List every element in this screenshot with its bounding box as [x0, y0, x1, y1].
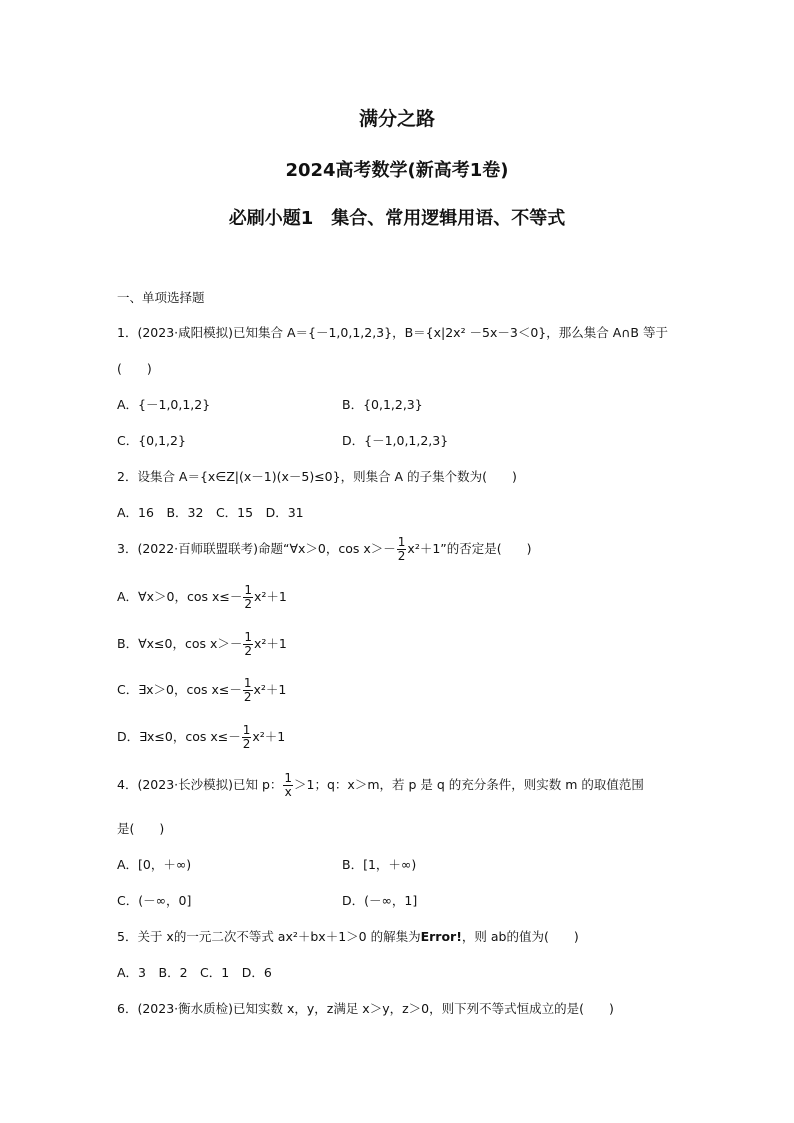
q4-frac-den: x	[284, 785, 292, 799]
q3-c-text: C．∃x＞0，cos x≤－	[117, 682, 242, 697]
q3-d-text: D．∃x≤0，cos x≤－	[117, 729, 241, 744]
q3-option-c	[117, 677, 286, 704]
q5-stem	[117, 929, 579, 945]
q3-frac-den: 2	[397, 549, 406, 563]
q3-b-tail: x²＋1	[254, 636, 287, 651]
q6-stem: 6．(2023·衡水质检)已知实数 x，y，z满足 x＞y，z＞0，则下列不等式恒成立的是( )	[117, 1001, 614, 1016]
q3-a-tail: x²＋1	[253, 589, 287, 604]
q3-frac-num: 1	[397, 535, 406, 549]
q3-d-tail: x²＋1	[252, 729, 286, 744]
q3-c-tail: x²＋1	[253, 682, 287, 697]
q2-stem: 2．设集合 A＝{x∈Z|(x－1)(x－5)≤0}，则集合 A 的子集个数为( )	[117, 469, 517, 484]
q5-stem-before: 5．关于 x的一元二次不等式 ax²＋bx＋1＞0 的解集为	[117, 929, 421, 944]
q3-stem-after: x²＋1”的否定是( )	[407, 541, 532, 556]
q3-b-text: B．∀x≤0，cos x＞－	[117, 636, 243, 651]
q1-option-b: B．{0,1,2,3}	[342, 397, 423, 412]
topic-title: 必刷小题1 集合、常用逻辑用语、不等式	[228, 208, 566, 229]
q3-option-a	[117, 584, 287, 611]
q5-error-text: Error!	[420, 929, 462, 944]
q3-option-d	[117, 724, 285, 751]
q4-stem-before: 4．(2023·长沙模拟)已知 p：	[117, 777, 283, 792]
q4-fraction	[283, 772, 293, 799]
q3-fraction	[397, 536, 407, 563]
q3-stem-before: 3．(2022·百师联盟联考)命题“∀x＞0，cos x＞－	[117, 541, 396, 556]
q3-c-num: 1	[243, 676, 252, 690]
q5-stem-after: ，则 ab的值为( )	[461, 929, 579, 944]
q3-d-den: 2	[242, 737, 251, 751]
q1-option-a: A．{－1,0,1,2}	[117, 397, 211, 412]
q1-paren: ( )	[117, 361, 152, 376]
q1-stem: 1．(2023·咸阳模拟)已知集合 A＝{－1,0,1,2,3}，B＝{x|2x² －5x－3＜0}，那么集合 A∩B 等于	[117, 325, 668, 340]
brand-title: 满分之路	[358, 108, 435, 130]
q4-stem	[117, 772, 644, 799]
q1-option-d: D．{－1,0,1,2,3}	[342, 433, 449, 448]
q4-stem-line2: 是( )	[117, 821, 165, 836]
q3-c-den: 2	[243, 690, 252, 704]
q2-options: A．16 B．32 C．15 D．31	[117, 505, 304, 520]
q4-stem-after: ＞1；q：x＞m，若 p 是 q 的充分条件，则实数 m 的取值范围	[294, 777, 644, 792]
subject-title: 2024高考数学(新高考1卷)	[285, 160, 509, 181]
q3-a-num: 1	[244, 583, 252, 597]
q3-b-den: 2	[244, 644, 252, 658]
section-heading: 一、单项选择题	[117, 290, 205, 305]
q4-option-d: D．(－∞，1]	[342, 893, 418, 908]
q5-options: A．3 B．2 C．1 D．6	[117, 965, 272, 980]
q4-option-a: A．[0，＋∞)	[117, 857, 192, 872]
q4-option-c: C．(－∞，0]	[117, 893, 192, 908]
q4-option-b: B．[1，＋∞)	[342, 857, 417, 872]
q3-stem	[117, 536, 532, 563]
q4-frac-num: 1	[284, 771, 293, 785]
q1-option-c: C．{0,1,2}	[117, 433, 186, 448]
q3-option-b	[117, 631, 287, 658]
q3-a-text: A．∀x＞0，cos x≤－	[117, 589, 243, 604]
q3-b-num: 1	[244, 630, 252, 644]
q3-a-den: 2	[244, 597, 252, 611]
q3-d-num: 1	[242, 723, 251, 737]
